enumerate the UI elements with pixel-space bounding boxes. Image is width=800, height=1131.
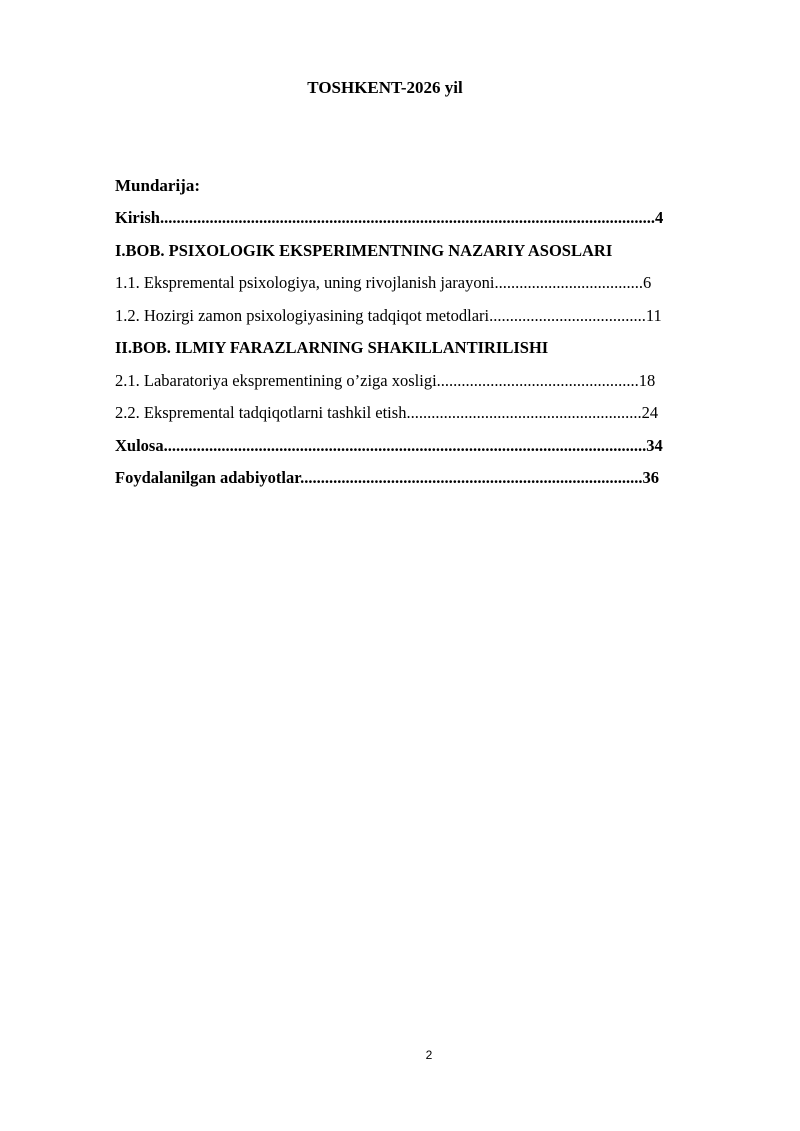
toc-entry-page: 24 [641,403,659,422]
toc-entry [115,240,741,273]
toc-entry-page: 18 [638,370,656,390]
toc-entry [115,207,741,240]
toc-entry-leader: ......................................................... [406,403,642,422]
toc-entry-page: 36 [642,468,659,487]
toc-entry-text: II.BOB. ILMIY FARAZLARNING SHAKILLANTIRILISHI [115,338,549,357]
toc-entry-leader: ................................................. [436,370,639,390]
toc-entry-text: 2.2. Ekspremental tadqiqotlarni tashkil etish [115,403,407,422]
toc-entry [115,272,741,305]
toc-entry [115,370,741,403]
table-of-contents [115,207,741,500]
toc-entry-text: 1.1. Ekspremental psixologiya, uning rivojlanish jarayoni [115,273,495,292]
toc-entry-text: 1.2. Hozirgi zamon psixologiyasining tadqiqot metodlari [115,305,490,325]
toc-entry-text: Foydalanilgan adabiyotlar [115,468,301,487]
page-number: 2 [425,1048,433,1062]
toc-entry-text: Kirish [115,208,160,227]
toc-entry-text: I.BOB. PSIXOLOGIK EKSPERIMENTNING NAZARIY ASOSLARI [115,240,613,260]
toc-entry-text: 2.1. Labaratoriya eksprementining o’ziga xosligi [115,370,437,390]
toc-entry [115,305,741,338]
document-heading: TOSHKENT-2026 yil [307,78,463,97]
toc-entry [115,337,741,370]
toc-entry-page: 4 [654,208,664,227]
toc-entry-leader: ................................................................................... [300,468,643,487]
toc-title: Mundarija: [115,176,200,195]
toc-entry-text: Xulosa [115,435,164,455]
toc-entry-page: 34 [646,435,663,455]
toc-entry [115,435,741,468]
toc-entry [115,402,741,435]
toc-entry-leader: .................................... [494,273,643,292]
toc-entry-leader: ...................................... [489,305,646,325]
toc-entry-page: 11 [645,305,662,325]
toc-entry [115,467,741,500]
toc-entry-leader: ..................................................................................................................... [163,435,647,455]
toc-entry-leader: ........................................................................................................................ [159,208,655,227]
toc-entry-page: 6 [642,273,652,292]
